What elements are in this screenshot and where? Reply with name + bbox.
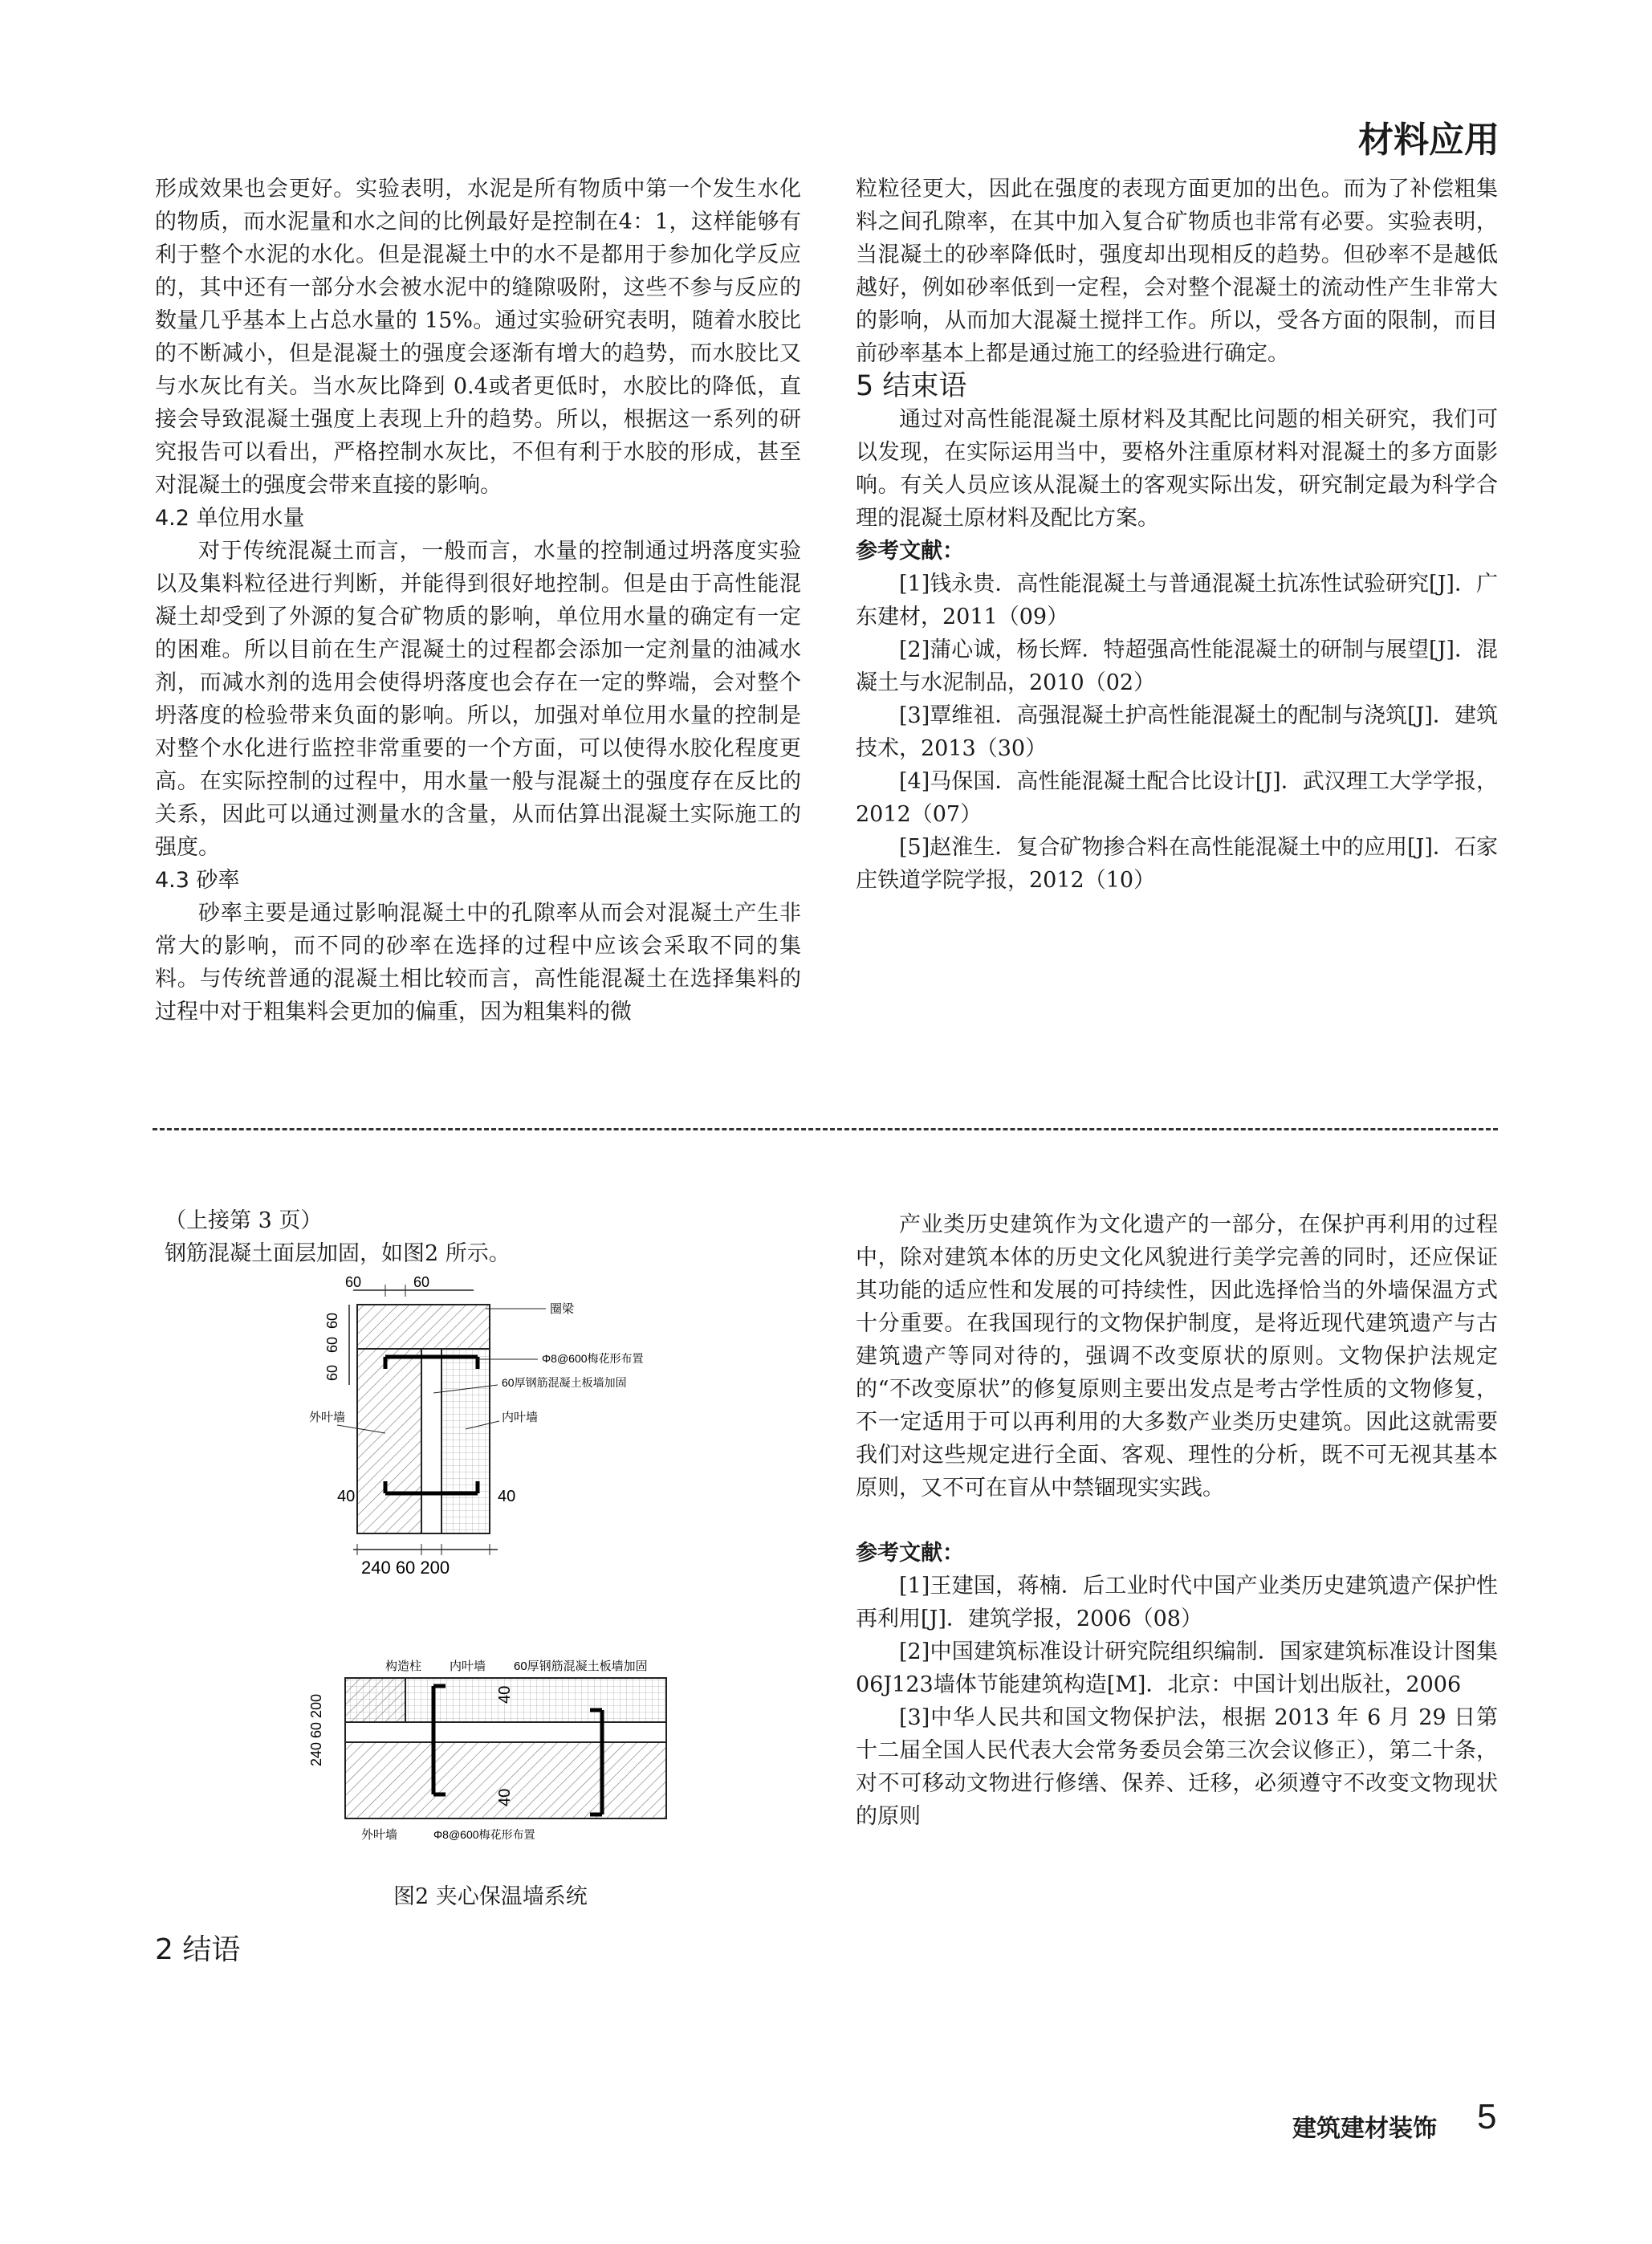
dim-label: 240 60 200 [308, 1693, 324, 1766]
reference-item: [1]王建国，蒋楠．后工业时代中国产业类历史建筑遗产保护性再利用[J]．建筑学报，2006（08） [856, 1574, 1498, 1631]
reference-item: [2]蒲心诚，杨长辉．特超强高性能混凝土的研制与展望[J]．混凝土与水泥制品，2010（02） [856, 637, 1498, 695]
label-column: 构造柱 [385, 1660, 422, 1673]
reference-item: [3]覃维祖．高强混凝土护高性能混凝土的配制与浇筑[J]．建筑技术，2013（30） [856, 703, 1498, 761]
paragraph: 产业类历史建筑作为文化遗产的一部分，在保护再利用的过程中，除对建筑本体的历史文化风貌进行美学完善的同时，还应保证其功能的适应性和发展的可持续性，因此选择恰当的外墙保温方式十分重要。在我国现行的文物保护制度，是将近现代建筑遗产与古建筑遗产等同对待的，强调不改变原状的原则。文物保护法规定的“不改变原状”的修复原则主要出发点是考古学性质的文物修复，不一定适用于可以再利用的大多数产业类历史建筑。因此这就需要我们对这些规定进行全面、客观、理性的分析，既不可无视其基本原则，又不可在盲从中禁锢现实实践。 [856, 1212, 1498, 1501]
label-outer-leaf: 外叶墙 [361, 1828, 398, 1842]
label-layer: 60厚钢筋混凝土板墙加固 [514, 1660, 648, 1673]
figure-wall-plan [305, 1654, 690, 1855]
figure-intro: 钢筋混凝土面层加固，如图2 所示。 [165, 1241, 511, 1266]
references-list [856, 1570, 1498, 1833]
dim-label: 60 [324, 1312, 340, 1329]
label-ring-beam: 圈梁 [550, 1302, 575, 1316]
journal-name: 建筑建材装饰 [1292, 2115, 1437, 2143]
label-inner-leaf: 内叶墙 [450, 1660, 486, 1673]
reference-item: [5]赵淮生．复合矿物掺合料在高性能混凝土中的应用[J]．石家庄铁道学院学报，2012（10） [856, 835, 1498, 893]
paragraph: 对于传统混凝土而言，一般而言，水量的控制通过坍落度实验以及集料粒径进行判断，并能得到很好地控制。但是由于高性能混凝土却受到了外源的复合矿物质的影响，单位用水量的确定有一定的困难。所以目前在生产混凝土的过程都会添加一定剂量的油减水剂，而减水剂的选用会使得坍落度也会存在一定的弊端，会对整个坍落度的检验带来负面的影响。所以，加强对单位用水量的控制是对整个水化进行监控非常重要的一个方面，可以使得水胶化程度更高。在实际控制的过程中，用水量一般与混凝土的强度存在反比的关系，因此可以通过测量水的含量，从而估算出混凝土实际施工的强度。 [155, 539, 801, 860]
label-inner-leaf: 内叶墙 [502, 1411, 539, 1424]
subheading-4-3: 4.3 砂率 [155, 868, 240, 893]
subheading-4-2: 4.2 单位用水量 [155, 506, 305, 531]
reference-item: [3]中华人民共和国文物保护法，根据 2013 年 6 月 29 日第十二届全国人民代表大会常务委员会第三次会议修正），第二十条，对不可移动文物进行修缮、保养、迁移，必须遵守不改变文物现状的原则 [856, 1705, 1498, 1829]
references-title: 参考文献： [856, 1541, 964, 1566]
paragraph: 通过对高性能混凝土原材料及其配比问题的相关研究，我们可以发现，在实际运用当中，要格外注重原材料对混凝土的多方面影响。有关人员应该从混凝土的客观实际出发，研究制定最为科学合理的混凝土原材料及配比方案。 [856, 407, 1498, 531]
dim-label-bottom: 240 60 200 [361, 1558, 450, 1578]
figure-wall-section [305, 1273, 658, 1594]
continued-note: （上接第 3 页） [165, 1208, 323, 1233]
figure-caption: 图2 夹心保温墙系统 [393, 1884, 588, 1909]
reference-item: [2]中国建筑标准设计研究院组织编制．国家建筑标准设计图集06J123墙体节能建筑构造[M]．北京：中国计划出版社，2006 [856, 1639, 1498, 1697]
page-number: 5 [1477, 2097, 1497, 2136]
heading-jieyu: 2 结语 [155, 1933, 241, 1966]
dim-label: 40 [496, 1685, 514, 1704]
label-tie: Φ8@600梅花形布置 [542, 1352, 644, 1365]
upper-right-column [856, 173, 1498, 897]
reference-item: [4]马保国．高性能混凝土配合比设计[J]．武汉理工大学学报，2012（07） [856, 769, 1498, 827]
reference-item: [1]钱永贵．高性能混凝土与普通混凝土抗冻性试验研究[J]．广东建材，2011（09） [856, 572, 1498, 629]
dim-label: 40 [498, 1488, 516, 1505]
dim-label: 60 [345, 1274, 362, 1290]
dim-label: 60 [324, 1364, 340, 1381]
paragraph: 粒粒径更大，因此在强度的表现方面更加的出色。而为了补偿粗集料之间孔隙率，在其中加入复合矿物质也非常有必要。实验表明，当混凝土的砂率降低时，强度却出现相反的趋势。但砂率不是越低越好，例如砂率低到一定程，会对整个混凝土的流动性产生非常大的影响，从而加大混凝土搅拌工作。所以，受各方面的限制，而目前砂率基本上都是通过施工的经验进行确定。 [856, 177, 1498, 366]
section-title: 材料应用 [1358, 120, 1499, 161]
paragraph: 砂率主要是通过影响混凝土中的孔隙率从而会对混凝土产生非常大的影响，而不同的砂率在选择的过程中应该会采取不同的集料。与传统普通的混凝土相比较而言，高性能混凝土在选择集料的过程中对于粗集料会更加的偏重，因为粗集料的微 [155, 901, 801, 1024]
references-list [856, 568, 1498, 897]
references-title: 参考文献： [856, 539, 964, 564]
upper-left-column [155, 173, 801, 1028]
section-divider [153, 1128, 1498, 1130]
dim-label: 60 [324, 1336, 340, 1353]
label-tie: Φ8@600梅花形布置 [433, 1828, 535, 1841]
lower-right-column [856, 1208, 1498, 1833]
lower-left-text [165, 1204, 807, 1270]
dim-label: 40 [337, 1488, 356, 1505]
paragraph: 形成效果也会更好。实验表明，水泥是所有物质中第一个发生水化的物质，而水泥量和水之间的比例最好是控制在4：1，这样能够有利于整个水泥的水化。但是混凝土中的水不是都用于参加化学反应的，其中还有一部分水会被水泥中的缝隙吸附，这些不参与反应的数量几乎基本上占总水量的 15%。通过实验研究表明，随着水胶比的不断减小，但是混凝土的强度会逐渐有增大的趋势，而水胶比又与水灰比有关。当水灰比降到 0.4或者更低时，水胶比的降低，直接会导致混凝土强度上表现上升的趋势。所以，根据这一系列的研究报告可以看出，严格控制水灰比，不但有利于水胶的形成，甚至对混凝土的强度会带来直接的影响。 [155, 177, 801, 498]
heading-conclusion: 5 结束语 [856, 370, 967, 402]
label-layer: 60厚钢筋混凝土板墙加固 [502, 1376, 627, 1389]
dim-label: 40 [496, 1788, 514, 1806]
dim-label: 60 [413, 1274, 430, 1290]
label-outer-leaf: 外叶墙 [309, 1411, 346, 1424]
